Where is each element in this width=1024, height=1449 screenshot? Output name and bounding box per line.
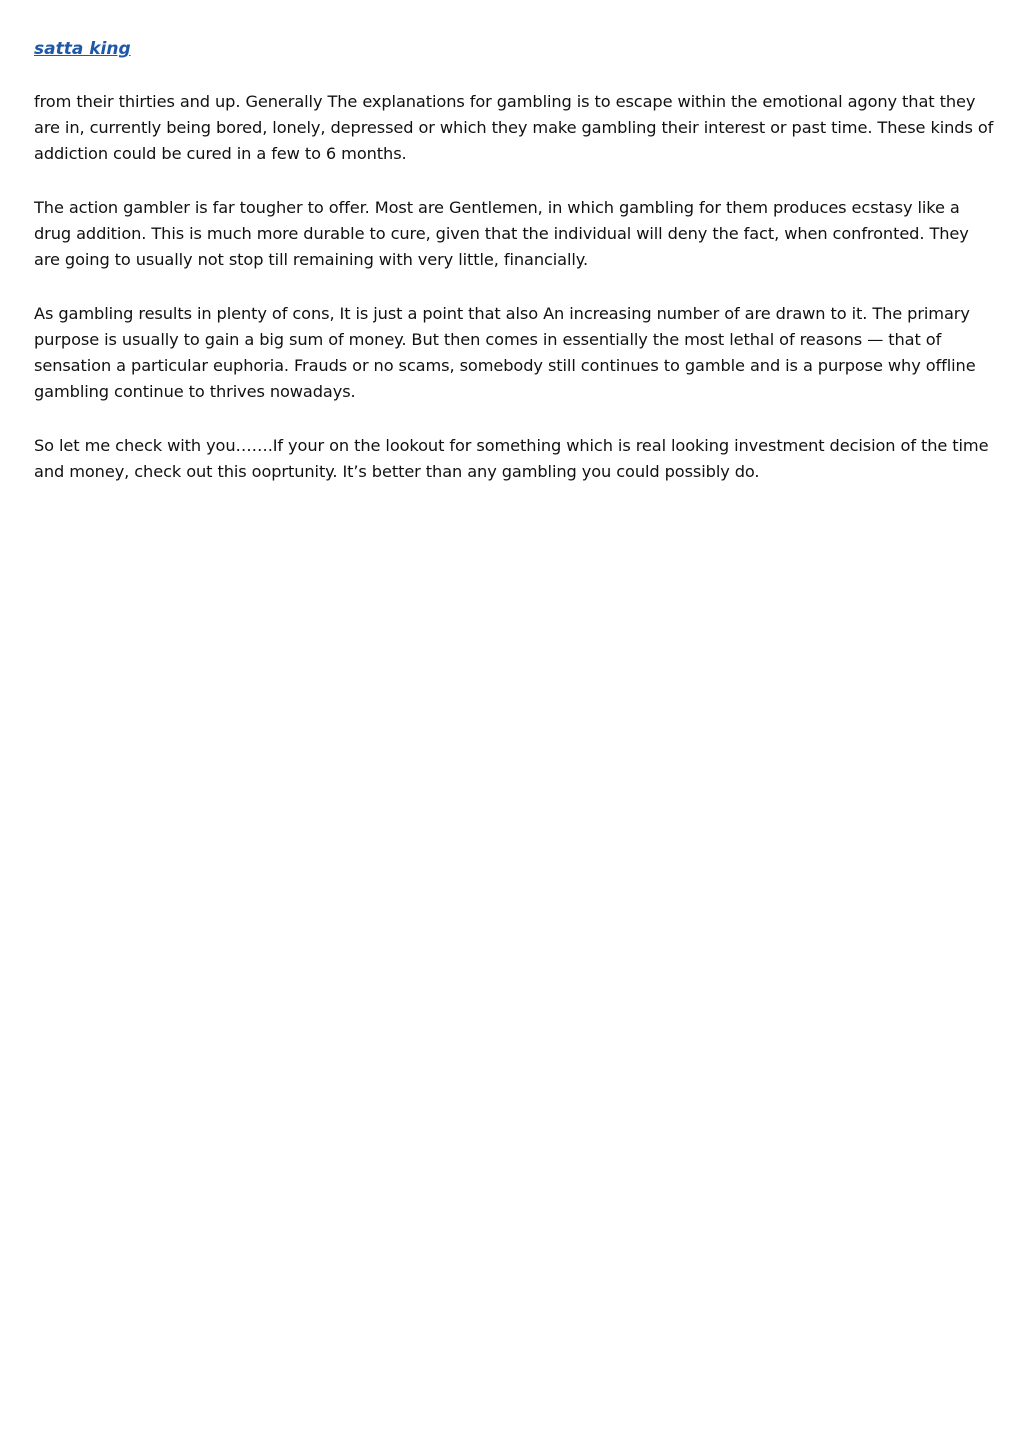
satta-king-link[interactable]: satta king bbox=[34, 39, 131, 59]
paragraph-cons: As gambling results in plenty of cons, It is just a point that also An increasing number of are drawn to it. The primary purpose is usually to gain a big sum of money. But then comes in essentially the most lethal of reasons — that of sensation a particular euphoria. Frauds or no scams, somebody still continues to gamble and is a purpose why offline gambling continue to thrives nowadays. bbox=[34, 304, 976, 401]
paragraph-check-with-you: So let me check with you…….If your on the lookout for something which is real looking investment decision of the time and money, check out this ooprtunity. It’s better than any gambling you could possibly do. bbox=[34, 436, 989, 481]
document-page bbox=[34, 34, 994, 485]
paragraph-thirties: from their thirties and up. Generally The explanations for gambling is to escape within the emotional agony that they are in, currently being bored, lonely, depressed or which they make gambling their interest or past time. These kinds of addiction could be cured in a few to 6 months. bbox=[34, 92, 994, 163]
paragraph-action-gambler: The action gambler is far tougher to offer. Most are Gentlemen, in which gambling for them produces ecstasy like a drug addition. This is much more durable to cure, given that the individual will deny the fact, when confronted. They are going to usually not stop till remaining with very little, financially. bbox=[34, 198, 969, 269]
